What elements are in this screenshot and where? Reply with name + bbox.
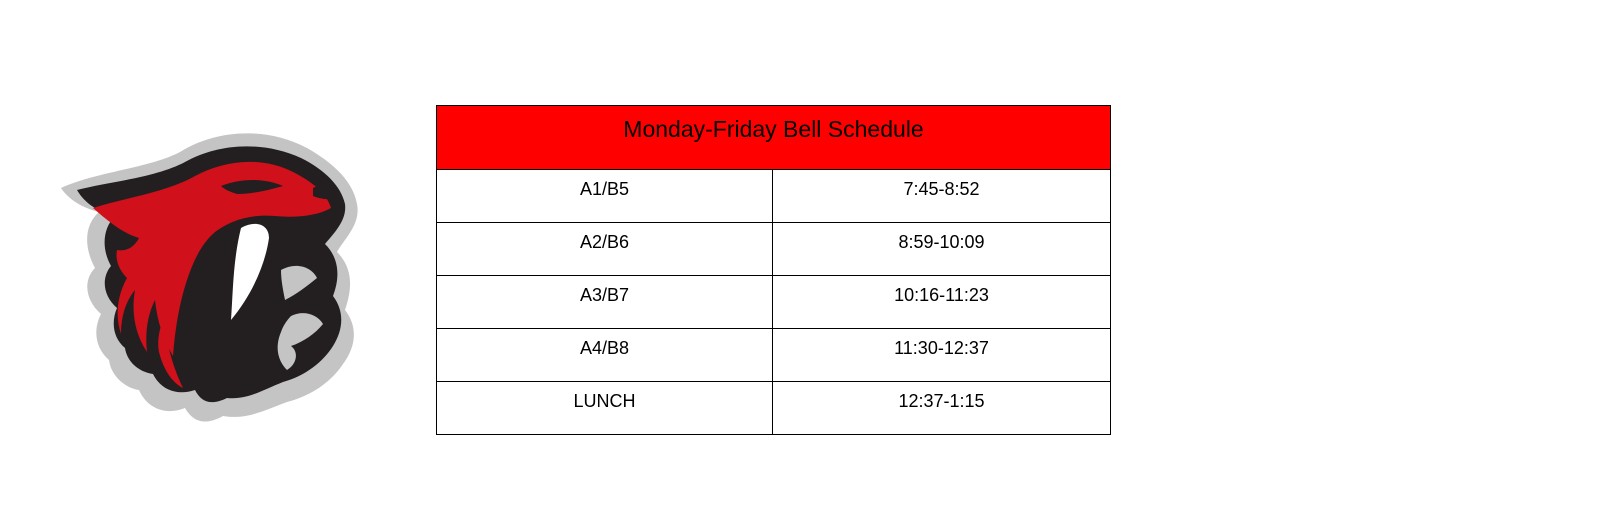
bell-schedule-table xyxy=(436,105,1111,435)
table-row xyxy=(437,276,1111,329)
time-cell: 11:30-12:37 xyxy=(773,329,1111,382)
table-row xyxy=(437,223,1111,276)
period-cell: A4/B8 xyxy=(437,329,773,382)
time-cell: 7:45-8:52 xyxy=(773,170,1111,223)
time-cell: 8:59-10:09 xyxy=(773,223,1111,276)
period-cell: A2/B6 xyxy=(437,223,773,276)
table-row xyxy=(437,382,1111,435)
period-cell: A1/B5 xyxy=(437,170,773,223)
time-cell: 10:16-11:23 xyxy=(773,276,1111,329)
table-row xyxy=(437,329,1111,382)
sabertooth-tiger-logo-icon xyxy=(55,120,365,430)
time-cell: 12:37-1:15 xyxy=(773,382,1111,435)
table-row xyxy=(437,170,1111,223)
schedule-header-row xyxy=(437,106,1111,170)
period-cell: A3/B7 xyxy=(437,276,773,329)
period-cell: LUNCH xyxy=(437,382,773,435)
schedule-title: Monday-Friday Bell Schedule xyxy=(437,106,1111,170)
